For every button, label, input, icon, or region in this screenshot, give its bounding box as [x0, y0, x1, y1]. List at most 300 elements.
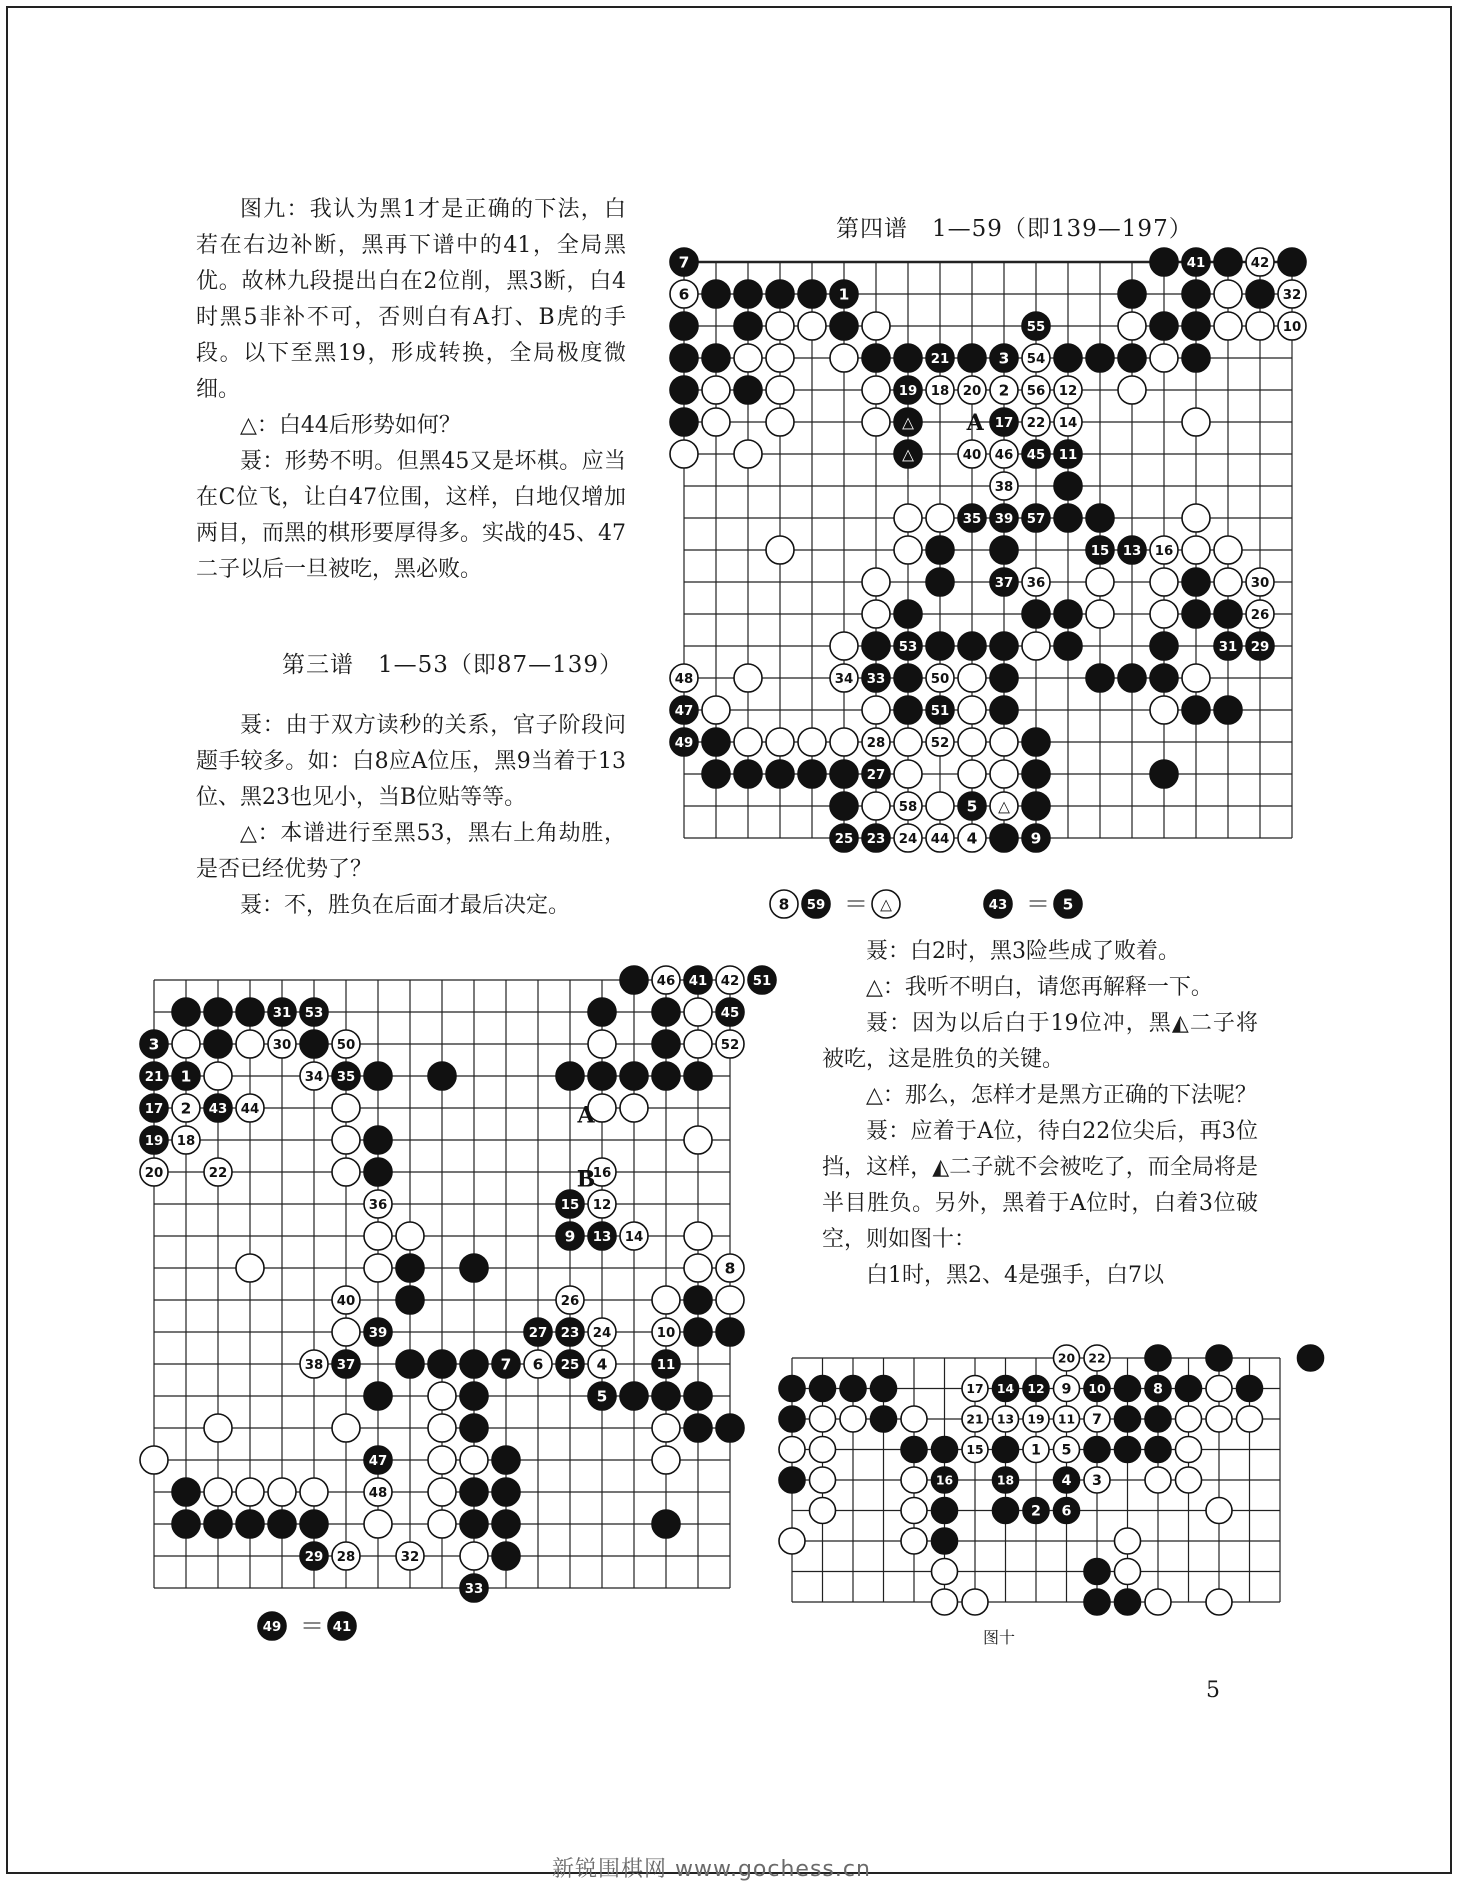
white-stone-group — [588, 1350, 616, 1378]
black-stone-group — [620, 1382, 648, 1410]
black-stone-group — [620, 1062, 648, 1090]
black-stone — [1115, 1406, 1141, 1432]
black-stone-group — [460, 1254, 488, 1282]
white-stone-group — [926, 728, 954, 756]
black-stone — [1054, 632, 1082, 660]
black-stone — [652, 1030, 680, 1058]
white-stone — [204, 1478, 232, 1506]
move-number-label: 7 — [678, 253, 690, 272]
white-stone-group — [670, 440, 698, 468]
white-stone — [670, 440, 698, 468]
black-stone-group — [1298, 1345, 1324, 1371]
move-number-label: 33 — [866, 671, 886, 687]
black-stone-group — [1182, 280, 1210, 308]
black-stone-group — [1214, 632, 1242, 660]
black-stone-group — [990, 664, 1018, 692]
black-stone — [1084, 1437, 1110, 1463]
move-number-label: 8 — [724, 1259, 736, 1278]
black-stone-group — [684, 1062, 712, 1090]
black-stone-group — [670, 696, 698, 724]
black-stone-group — [588, 1382, 616, 1410]
move-number-label: 5 — [1062, 895, 1074, 914]
move-number-label: 53 — [898, 639, 918, 655]
black-stone — [1054, 504, 1082, 532]
black-stone — [779, 1376, 805, 1402]
move-number-label: 15 — [966, 1442, 984, 1457]
white-stone — [1150, 568, 1178, 596]
move-number-label: 1 — [838, 285, 850, 304]
white-stone-group — [332, 1094, 360, 1122]
move-number-label: 4 — [596, 1355, 608, 1374]
black-stone — [894, 344, 922, 372]
black-stone-group — [364, 1446, 392, 1474]
white-stone-group — [958, 760, 986, 788]
move-number-label: 5 — [596, 1387, 608, 1406]
black-stone — [588, 998, 616, 1026]
white-stone-group — [620, 1094, 648, 1122]
black-stone-group — [1022, 440, 1050, 468]
white-stone — [862, 376, 890, 404]
white-stone — [901, 1528, 927, 1554]
board-point-letter: A — [577, 1102, 595, 1129]
white-stone-group — [990, 376, 1018, 404]
black-stone-group — [990, 504, 1018, 532]
move-number-label: 16 — [592, 1165, 612, 1181]
move-number-label: 20 — [962, 383, 982, 399]
black-stone-group — [1176, 1376, 1202, 1402]
white-stone-group — [332, 1158, 360, 1186]
white-stone-group — [862, 696, 890, 724]
black-stone-group — [1086, 664, 1114, 692]
white-stone-group — [862, 312, 890, 340]
black-stone-group — [172, 998, 200, 1026]
white-stone-group — [1115, 1528, 1141, 1554]
white-stone-group — [1206, 1376, 1232, 1402]
black-stone-group — [862, 632, 890, 660]
white-stone — [428, 1446, 456, 1474]
commentary-bottom-left — [196, 708, 626, 924]
black-stone — [556, 1062, 584, 1090]
paragraph: 聂：应着于A位，待白22位尖后，再3位挡，这样，◭二子就不会被吃了，而全局将是半目胜负。另外，黑着于A位时，白着3位破空，则如图十： — [822, 1119, 1258, 1252]
white-stone-group — [684, 1222, 712, 1250]
black-stone-group — [268, 998, 296, 1026]
white-stone-group — [556, 1286, 584, 1314]
move-number-label: △ — [902, 445, 914, 464]
move-number-label: 23 — [560, 1325, 580, 1341]
white-stone-group — [810, 1467, 836, 1493]
white-stone — [1118, 312, 1146, 340]
white-stone — [798, 728, 826, 756]
black-stone-group — [926, 344, 954, 372]
white-stone-group — [1246, 248, 1274, 276]
white-stone-group — [364, 1478, 392, 1506]
white-stone-group — [396, 1542, 424, 1570]
white-stone-group — [958, 376, 986, 404]
white-stone-group — [894, 504, 922, 532]
black-stone-group — [926, 696, 954, 724]
white-stone — [1182, 664, 1210, 692]
black-stone-group — [492, 1542, 520, 1570]
white-stone — [1182, 408, 1210, 436]
white-stone-group — [588, 1318, 616, 1346]
move-number-label: 10 — [656, 1325, 676, 1341]
white-stone — [766, 312, 794, 340]
white-stone-group — [1278, 312, 1306, 340]
black-stone-group — [1182, 312, 1210, 340]
move-number-label: 29 — [1250, 639, 1270, 655]
black-stone — [1022, 728, 1050, 756]
black-stone — [460, 1478, 488, 1506]
black-stone — [766, 280, 794, 308]
white-stone-group — [1054, 376, 1082, 404]
black-stone-group — [1246, 280, 1274, 308]
black-stone — [1086, 664, 1114, 692]
black-stone-group — [556, 1190, 584, 1218]
move-number-label: 7 — [1092, 1412, 1102, 1429]
black-stone — [204, 1030, 232, 1058]
black-stone — [932, 1528, 958, 1554]
white-stone-group — [810, 1406, 836, 1432]
black-stone-group — [894, 440, 922, 468]
white-stone-group — [1054, 1345, 1080, 1371]
move-number-label: 5 — [966, 797, 978, 816]
white-stone-group — [1118, 312, 1146, 340]
white-stone — [702, 696, 730, 724]
black-stone — [1214, 248, 1242, 276]
move-number-label: 15 — [560, 1197, 580, 1213]
black-stone-group — [140, 1126, 168, 1154]
black-stone-group — [1054, 344, 1082, 372]
black-stone-group — [140, 1062, 168, 1090]
white-stone-group — [172, 1094, 200, 1122]
move-number-label: 52 — [720, 1037, 740, 1053]
black-stone — [204, 1510, 232, 1538]
white-stone-group — [766, 312, 794, 340]
white-stone — [862, 568, 890, 596]
white-stone — [1150, 600, 1178, 628]
white-stone — [862, 600, 890, 628]
black-stone-group — [1023, 1376, 1049, 1402]
white-stone — [1214, 280, 1242, 308]
white-stone — [810, 1437, 836, 1463]
black-stone — [779, 1467, 805, 1493]
black-stone — [492, 1478, 520, 1506]
white-stone — [268, 1478, 296, 1506]
black-stone-group — [702, 280, 730, 308]
white-stone-group — [460, 1446, 488, 1474]
white-stone-group — [332, 1542, 360, 1570]
white-stone-group — [236, 1254, 264, 1282]
white-stone — [332, 1318, 360, 1346]
move-number-label: 47 — [674, 703, 694, 719]
white-stone — [1214, 568, 1242, 596]
white-stone-group — [734, 440, 762, 468]
black-stone-group — [670, 248, 698, 276]
black-stone — [1084, 1589, 1110, 1615]
black-stone-group — [990, 632, 1018, 660]
black-stone — [172, 998, 200, 1026]
black-stone — [993, 1498, 1019, 1524]
move-number-label: 3 — [998, 349, 1010, 368]
move-number-label: 33 — [464, 1581, 484, 1597]
black-stone-group — [460, 1574, 488, 1602]
white-stone-group — [894, 536, 922, 564]
black-stone — [1150, 632, 1178, 660]
white-stone — [894, 504, 922, 532]
black-stone-group — [1118, 536, 1146, 564]
black-stone-group — [1145, 1345, 1171, 1371]
white-stone — [810, 1498, 836, 1524]
commentary-top-left — [196, 192, 626, 588]
black-stone-group — [993, 1376, 1019, 1402]
white-stone — [1206, 1589, 1232, 1615]
white-stone-group — [428, 1446, 456, 1474]
black-stone — [702, 760, 730, 788]
white-stone-group — [958, 728, 986, 756]
move-number-label: 21 — [144, 1069, 164, 1085]
black-stone-group — [1054, 440, 1082, 468]
white-stone-group — [1214, 312, 1242, 340]
white-stone-group — [428, 1510, 456, 1538]
black-stone-group — [993, 1437, 1019, 1463]
black-stone — [236, 998, 264, 1026]
white-stone — [862, 408, 890, 436]
black-stone-group — [1214, 600, 1242, 628]
move-number-label: 43 — [988, 897, 1008, 913]
white-stone-group — [990, 728, 1018, 756]
equation-stone — [802, 890, 830, 918]
move-number-label: 11 — [1058, 447, 1078, 463]
white-stone-group — [926, 504, 954, 532]
black-stone — [862, 632, 890, 660]
black-stone-group — [958, 344, 986, 372]
white-stone — [620, 1094, 648, 1122]
white-stone-group — [766, 728, 794, 756]
move-number-label: 6 — [678, 285, 690, 304]
black-stone — [396, 1286, 424, 1314]
move-number-label: 24 — [592, 1325, 612, 1341]
black-stone — [1118, 280, 1146, 308]
black-stone-group — [716, 1318, 744, 1346]
white-stone-group — [990, 440, 1018, 468]
black-stone-group — [1054, 1467, 1080, 1493]
black-stone-group — [702, 344, 730, 372]
move-number-label: 6 — [532, 1355, 544, 1374]
white-stone — [1118, 376, 1146, 404]
white-stone-group — [1054, 1437, 1080, 1463]
black-stone-group — [172, 1478, 200, 1506]
white-stone-group — [1150, 600, 1178, 628]
black-stone-group — [894, 376, 922, 404]
white-stone-group — [926, 664, 954, 692]
black-stone-group — [1023, 1498, 1049, 1524]
move-number-label: 17 — [144, 1101, 164, 1117]
black-stone-group — [1022, 600, 1050, 628]
black-stone-group — [830, 280, 858, 308]
white-stone-group — [1206, 1406, 1232, 1432]
black-stone — [492, 1446, 520, 1474]
black-stone — [1214, 696, 1242, 724]
black-stone — [620, 1382, 648, 1410]
white-stone-group — [1182, 664, 1210, 692]
move-number-label: 19 — [1027, 1412, 1045, 1427]
white-stone-group — [1214, 280, 1242, 308]
white-stone — [1176, 1406, 1202, 1432]
white-stone-group — [862, 728, 890, 756]
white-stone — [901, 1406, 927, 1432]
paragraph: 图九：我认为黑1才是正确的下法，白若在右边补断，黑再下谱中的41，全局黑优。故林九段提出白在2位削，黑3断，白4时黑5非补不可，否则白有A打、B虎的手段。以下至黑19，形成转换，全局极度微细。 — [196, 197, 626, 402]
move-number-label: 12 — [592, 1197, 612, 1213]
white-stone — [1115, 1528, 1141, 1554]
black-stone-group — [300, 998, 328, 1026]
black-stone-group — [1115, 1589, 1141, 1615]
black-stone — [830, 792, 858, 820]
black-stone — [460, 1382, 488, 1410]
equals-sign: ＝ — [300, 1612, 324, 1640]
black-stone-group — [236, 1510, 264, 1538]
white-stone-group — [300, 1478, 328, 1506]
white-stone — [1145, 1467, 1171, 1493]
move-number-label: 51 — [930, 703, 950, 719]
white-stone — [901, 1467, 927, 1493]
white-stone — [1086, 568, 1114, 596]
white-stone-group — [1084, 1406, 1110, 1432]
black-stone-group — [734, 280, 762, 308]
white-stone — [1182, 504, 1210, 532]
white-stone-group — [1150, 696, 1178, 724]
white-stone-group — [734, 664, 762, 692]
paragraph: 聂：由于双方读秒的关系，官子阶段问题手较多。如：白8应A位压，黑9当着于13位、黑23也见小，当B位贴等等。 — [196, 713, 626, 810]
white-stone — [332, 1158, 360, 1186]
black-stone-group — [932, 1467, 958, 1493]
black-stone-group — [894, 344, 922, 372]
white-stone-group — [1022, 344, 1050, 372]
black-stone — [652, 1510, 680, 1538]
white-stone — [716, 1286, 744, 1314]
black-stone — [652, 1382, 680, 1410]
black-stone — [734, 312, 762, 340]
white-stone — [862, 792, 890, 820]
move-number-label: 31 — [1218, 639, 1238, 655]
move-number-label: 44 — [930, 831, 950, 847]
black-stone-group — [1150, 664, 1178, 692]
move-number-label: 6 — [1061, 1503, 1072, 1520]
move-number-label: 42 — [720, 973, 740, 989]
move-number-label: 14 — [996, 1381, 1015, 1396]
move-number-label: 35 — [962, 511, 982, 527]
white-stone — [1206, 1406, 1232, 1432]
black-stone — [894, 664, 922, 692]
white-stone-group — [830, 728, 858, 756]
black-stone-group — [684, 966, 712, 994]
black-stone — [1115, 1376, 1141, 1402]
black-stone — [172, 1510, 200, 1538]
black-stone — [670, 408, 698, 436]
black-stone — [670, 344, 698, 372]
white-stone-group — [588, 1030, 616, 1058]
black-stone-group — [460, 1382, 488, 1410]
black-stone — [652, 998, 680, 1026]
black-stone-group — [932, 1498, 958, 1524]
white-stone — [332, 1414, 360, 1442]
black-stone — [652, 1062, 680, 1090]
white-stone — [1214, 312, 1242, 340]
white-stone-group — [332, 1414, 360, 1442]
white-stone — [962, 1589, 988, 1615]
white-stone-group — [1237, 1406, 1263, 1432]
move-number-label: 22 — [1088, 1351, 1106, 1366]
white-stone — [588, 1030, 616, 1058]
move-number-label: 45 — [1026, 447, 1046, 463]
white-stone-group — [958, 696, 986, 724]
white-stone — [958, 696, 986, 724]
move-number-label: 35 — [336, 1069, 356, 1085]
black-stone-group — [748, 966, 776, 994]
white-stone-group — [862, 792, 890, 820]
white-stone-group — [810, 1437, 836, 1463]
white-stone-group — [798, 728, 826, 756]
fourth-record-title: 第四谱 1—59（即139—197） — [836, 216, 1193, 242]
white-stone — [1206, 1498, 1232, 1524]
move-number-label: 54 — [1026, 351, 1046, 367]
white-stone-group — [894, 728, 922, 756]
white-stone-group — [1214, 536, 1242, 564]
black-stone — [702, 344, 730, 372]
move-number-label: 3 — [148, 1035, 160, 1054]
black-stone-group — [830, 760, 858, 788]
black-stone-group — [958, 632, 986, 660]
black-stone-group — [1206, 1345, 1232, 1371]
white-stone — [364, 1254, 392, 1282]
white-stone-group — [958, 824, 986, 852]
black-stone — [716, 1414, 744, 1442]
equals-sign: ＝ — [844, 890, 868, 918]
black-stone — [1182, 568, 1210, 596]
black-stone — [684, 1062, 712, 1090]
black-stone-group — [810, 1376, 836, 1402]
white-stone-group — [332, 1126, 360, 1154]
black-stone-group — [332, 1062, 360, 1090]
white-stone — [428, 1414, 456, 1442]
move-number-label: 21 — [930, 351, 950, 367]
black-stone-group — [428, 1062, 456, 1090]
white-stone-group — [1182, 536, 1210, 564]
move-number-label: 17 — [966, 1381, 984, 1396]
black-stone — [1298, 1345, 1324, 1371]
black-stone-group — [926, 632, 954, 660]
black-stone-group — [894, 408, 922, 436]
black-stone — [1150, 248, 1178, 276]
white-stone-group — [958, 664, 986, 692]
move-number-label: 18 — [176, 1133, 196, 1149]
black-stone — [862, 344, 890, 372]
white-stone-group — [428, 1414, 456, 1442]
move-number-label: 55 — [1026, 319, 1046, 335]
white-stone-group — [779, 1528, 805, 1554]
white-stone-group — [901, 1498, 927, 1524]
move-number-label: 51 — [752, 973, 772, 989]
black-stone — [670, 312, 698, 340]
move-number-label: 2 — [180, 1099, 192, 1118]
black-stone-group — [1054, 472, 1082, 500]
move-number-label: 47 — [368, 1453, 388, 1469]
black-stone-group — [990, 408, 1018, 436]
white-stone-group — [840, 1406, 866, 1432]
black-stone — [926, 536, 954, 564]
black-stone — [798, 760, 826, 788]
black-stone-group — [716, 1414, 744, 1442]
black-stone-group — [492, 1350, 520, 1378]
